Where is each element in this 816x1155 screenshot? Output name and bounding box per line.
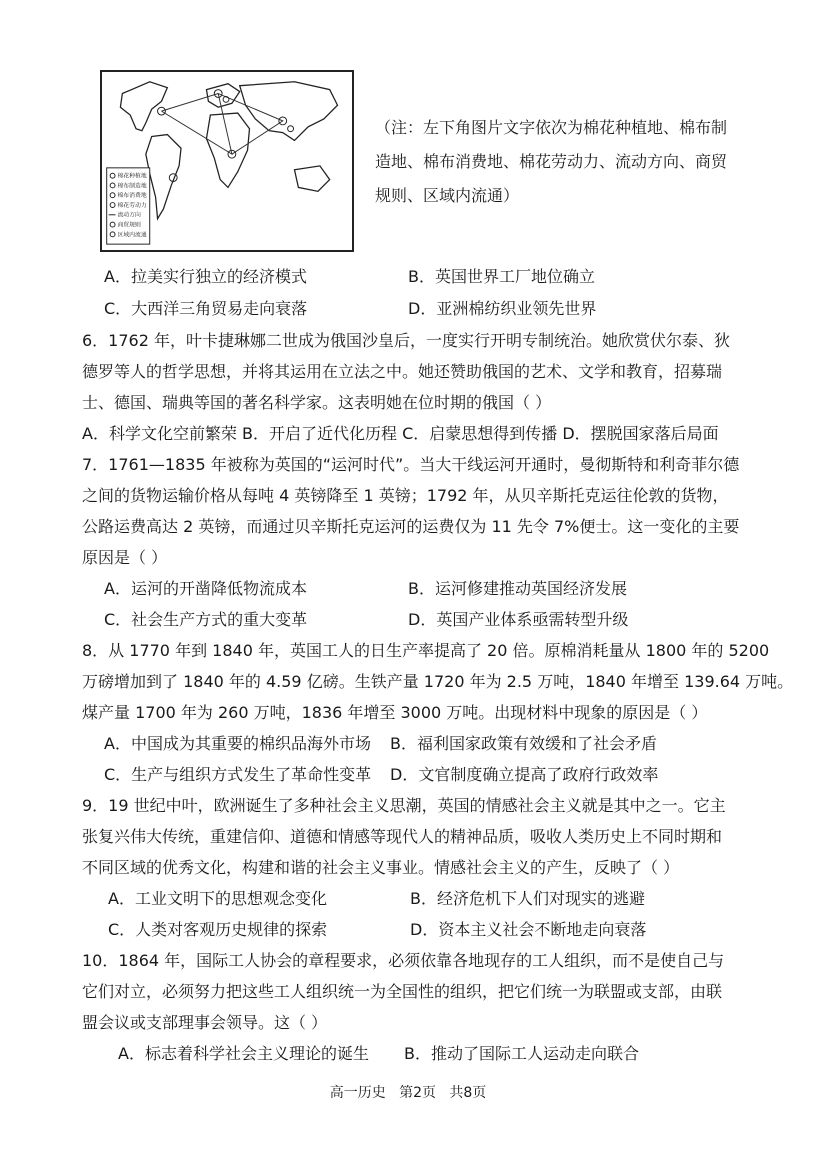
q6-options[interactable]: A．科学文化空前繁荣 B．开启了近代化历程 C．启蒙思想得到传播 D．摆脱国家落后局面: [82, 424, 719, 443]
legend-item-7: 区域内流通: [117, 232, 147, 239]
legend-item-4: 棉花劳动力: [117, 202, 147, 209]
q7-option-d[interactable]: D．英国产业体系亟需转型升级: [408, 610, 629, 629]
q8-stem-line-2: 万磅增加到了 1840 年的 4.59 亿磅。生铁产量 1720 年为 2.5 万吨，1840 年增至 139.64 万吨。: [82, 672, 794, 691]
page-footer: 高一历史 第2页 共8页: [329, 1085, 487, 1101]
map-note: （注：左下角图片文字依次为棉花种植地、棉布制造地、棉布消费地、棉花劳动力、流动方向、商贸规则、区域内流通）: [375, 118, 728, 205]
world-map-drawing: [102, 72, 352, 250]
q10-stem-line-3: 盟会议或支部理事会领导。这（ ）: [82, 1013, 328, 1032]
q5-option-d[interactable]: D．亚洲棉纺织业领先世界: [408, 299, 597, 318]
legend-item-2: 棉布制造地: [117, 183, 147, 190]
legend-item-1: 棉花种植地: [117, 173, 147, 180]
q9-option-c[interactable]: C．人类对客观历史规律的探索: [108, 920, 328, 939]
legend-item-6: 商贸规则: [117, 222, 141, 229]
q6-stem-line-1: 6．1762 年，叶卡捷琳娜二世成为俄国沙皇后，一度实行开明专制统治。她欣赏伏尔泰、狄: [82, 331, 730, 350]
q10-option-a[interactable]: A．标志着科学社会主义理论的诞生: [118, 1044, 369, 1063]
q5-option-a[interactable]: A．拉美实行独立的经济模式: [104, 267, 307, 286]
q10-option-b[interactable]: B．推动了国际工人运动走向联合: [404, 1044, 639, 1063]
q10-stem-line-1: 10．1864 年，国际工人协会的章程要求，必须依靠各地现存的工人组织，而不是使自己与: [82, 951, 725, 970]
q9-option-a[interactable]: A．工业文明下的思想观念变化: [108, 889, 327, 908]
q8-option-c[interactable]: C．生产与组织方式发生了革命性变革: [104, 765, 372, 784]
q7-option-c[interactable]: C．社会生产方式的重大变革: [104, 610, 308, 629]
q5-option-b[interactable]: B．英国世界工厂地位确立: [408, 267, 595, 286]
q5-option-c[interactable]: C．大西洋三角贸易走向衰落: [104, 299, 308, 318]
q8-option-a[interactable]: A．中国成为其重要的棉织品海外市场: [104, 734, 371, 753]
q7-stem-line-1: 7．1761—1835 年被称为英国的“运河时代”。当大干线运河开通时，曼彻斯特和利奇菲尔德: [82, 455, 740, 474]
q7-stem-line-2: 之间的货物运输价格从每吨 4 英镑降至 1 英镑；1792 年，从贝辛斯托克运往伦敦的货物，: [82, 486, 729, 505]
q9-stem-line-3: 不同区域的优秀文化，构建和谐的社会主义事业。情感社会主义的产生，反映了（ ）: [82, 858, 680, 877]
q8-option-b[interactable]: B．福利国家政策有效缓和了社会矛盾: [390, 734, 657, 753]
q8-option-d[interactable]: D．文官制度确立提高了政府行政效率: [390, 765, 659, 784]
q7-stem-line-4: 原因是（ ）: [82, 548, 168, 567]
q7-stem-line-3: 公路运费高达 2 英镑，而通过贝辛斯托克运河的运费仅为 11 先令 7%便士。这一变化的主要: [82, 517, 740, 536]
q9-option-d[interactable]: D．资本主义社会不断地走向衰落: [410, 920, 647, 939]
q6-stem-line-3: 士、德国、瑞典等国的著名科学家。这表明她在位时期的俄国（ ）: [82, 393, 552, 412]
q8-stem-line-3: 煤产量 1700 年为 260 万吨，1836 年增至 3000 万吨。出现材料中现象的原因是（ ）: [82, 703, 708, 722]
legend-item-5: 流动方向: [117, 212, 141, 219]
q8-stem-line-1: 8．从 1770 年到 1840 年，英国工人的日生产率提高了 20 倍。原棉消耗量从 1800 年的 5200: [82, 641, 770, 660]
q9-stem-line-1: 9．19 世纪中叶，欧洲诞生了多种社会主义思潮，英国的情感社会主义就是其中之一。它主: [82, 796, 726, 815]
q9-stem-line-2: 张复兴伟大传统，重建信仰、道德和情感等现代人的精神品质，吸收人类历史上不同时期和: [82, 827, 723, 846]
legend-item-3: 棉布消费地: [117, 193, 147, 200]
q7-option-a[interactable]: A．运河的开凿降低物流成本: [104, 579, 307, 598]
q9-option-b[interactable]: B．经济危机下人们对现实的逃避: [410, 889, 645, 908]
q6-stem-line-2: 德罗等人的哲学思想，并将其运用在立法之中。她还赞助俄国的艺术、文学和教育，招募瑞: [82, 362, 723, 381]
q10-stem-line-2: 它们对立，必须努力把这些工人组织统一为全国性的组织，把它们统一为联盟或支部，由联: [82, 982, 723, 1001]
trade-map-figure: [100, 70, 354, 252]
q7-option-b[interactable]: B．运河修建推动英国经济发展: [408, 579, 627, 598]
